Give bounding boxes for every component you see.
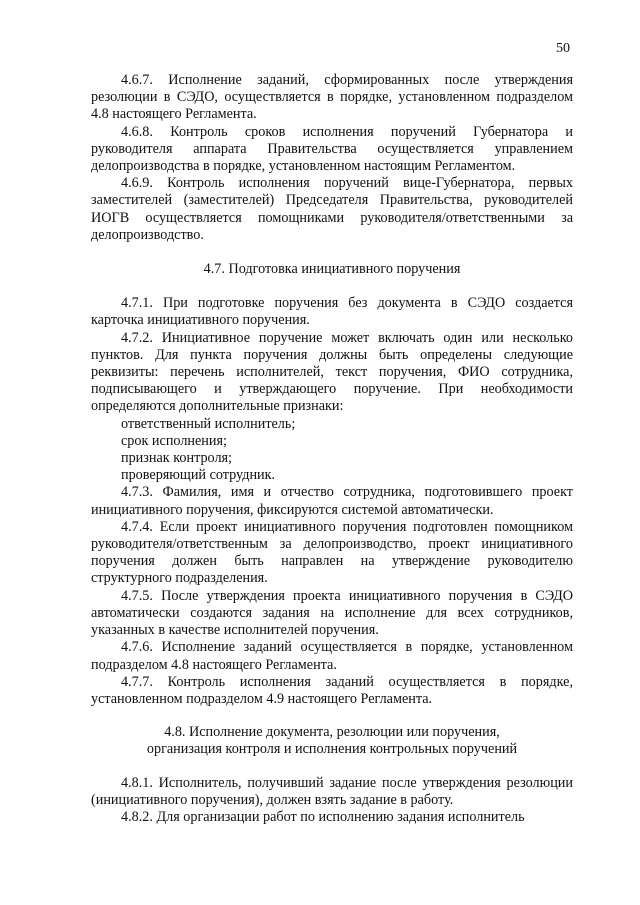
paragraph-4-6-9: 4.6.9. Контроль исполнения поручений вице-Губернатора, первых заместителей (заместителей) Председателя Правительства, руководителей ИОГВ осуществляется помощниками руководителя/ответственными за делопроизводство. [91,175,573,243]
paragraph-4-7-6: 4.7.6. Исполнение заданий осуществляется в порядке, установленном подразделом 4.8 настоящего Регламента. [91,639,573,673]
paragraph-4-7-5: 4.7.5. После утверждения проекта инициативного поручения в СЭДО автоматически создаются задания на исполнение для всех сотрудников, указанных в качестве исполнителей поручения. [91,587,573,639]
document-body [91,72,573,826]
section-heading-4-7: 4.7. Подготовка инициативного поручения [203,261,461,278]
paragraph-4-7-2: 4.7.2. Инициативное поручение может включать один или несколько пунктов. Для пункта поручения должны быть определены следующие реквизиты: перечень исполнителей, текст поручения, ФИО сотрудника, подписывающего и утверждающего поручение. При необходимости определяются дополнительные признаки: [91,329,573,415]
paragraph-4-7-1: 4.7.1. При подготовке поручения без документа в СЭДО создается карточка инициативного поручения. [91,295,573,329]
list-item: срок исполнения; [121,432,227,449]
list-item: проверяющий сотрудник. [121,467,276,484]
paragraph-4-8-2: 4.8.2. Для организации работ по исполнению задания исполнитель [121,808,525,825]
paragraph-4-6-8: 4.6.8. Контроль сроков исполнения поручений Губернатора и руководителя аппарата Правительства осуществляется управлением делопроизводства в порядке, установленном настоящим Регламентом. [91,123,573,175]
paragraph-4-6-7: 4.6.7. Исполнение заданий, сформированных после утверждения резолюции в СЭДО, осуществляется в порядке, установленном подразделом 4.8 настоящего Регламента. [91,72,573,123]
page-number: 50 [556,41,570,56]
paragraph-4-7-3: 4.7.3. Фамилия, имя и отчество сотрудника, подготовившего проект инициативного поручения, фиксируются системой автоматически. [91,484,573,518]
paragraph-4-8-1: 4.8.1. Исполнитель, получивший задание после утверждения резолюции (инициативного поручения), должен взять задание в работу. [91,774,573,808]
list-item: ответственный исполнитель; [121,415,296,432]
list-item: признак контроля; [121,450,232,467]
paragraph-4-7-7: 4.7.7. Контроль исполнения заданий осуществляется в порядке, установленном подразделом 4.9 настоящего Регламента. [91,673,573,707]
section-heading-4-8-line1: 4.8. Исполнение документа, резолюции или поручения, [164,724,500,741]
paragraph-4-7-4: 4.7.4. Если проект инициативного поручения подготовлен помощником руководителя/ответственным за делопроизводство, проект инициативного поручения должен быть направлен на утверждение руководителю структурного подразделения. [91,518,573,587]
section-heading-4-8-line2: организация контроля и исполнения контрольных поручений [146,741,518,758]
